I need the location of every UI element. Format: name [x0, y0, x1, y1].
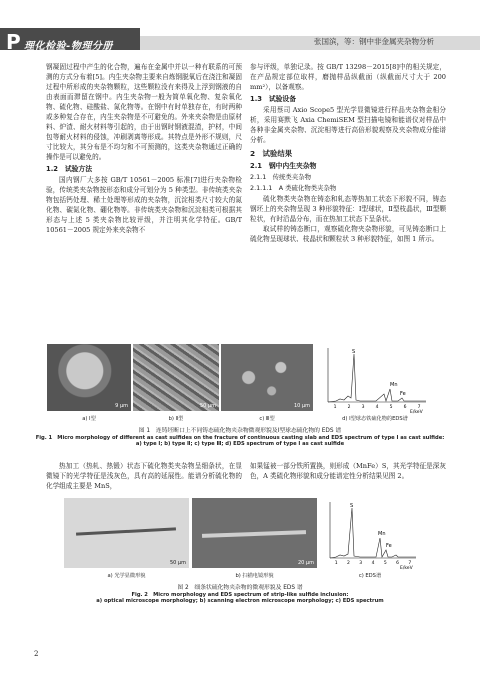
paragraph: 热加工（热轧、热锻）状态下硫化物类夹杂物呈细条状，在显微镜下的光学特征是浅灰色，具有高的延展性。能谱分析硫化物的化学组成主要是 MnS，	[46, 462, 242, 490]
caption-en: Fig. 1 Micro morphology of different as cast sulfides on the fracture of continuous casting slab and EDS spectrum of type Ⅰ as cast sulfide:	[35, 435, 445, 441]
eds-peak-label: S	[350, 503, 354, 509]
paragraph: 国内钢厂大多按 GB/T 10561－2005 标准[7]进行夹杂物检验，传统类夹杂物按形态和成分可划分为 5 种类型。非传统类夹杂物包括钙处理、稀土处理等形成的夹杂物，沉淀相类尺寸较大的氮化物、碳氮化物、硼化物等。非传统类夹杂物和沉淀相类可根据其形态与上述 5 类夹杂物比较评级，并注明其化学特征。GB/T 10561－2005 规定外来夹杂物不	[46, 176, 242, 234]
caption-en: Fig. 2 Micro morphology and EDS spectrum of strip-like sulfide inclusion:	[131, 592, 349, 598]
eds-tick-label: 3	[361, 405, 365, 410]
fig1-sub-a: a) Ⅰ型	[82, 416, 96, 422]
eds-tick-label: 5	[389, 405, 393, 410]
eds-peak-label: Fe	[386, 543, 392, 549]
section-heading: 1.3 试验设备	[250, 95, 297, 103]
eds-tick-label: 7	[408, 561, 412, 566]
fig2-sub-b: b) 扫描电镜形貌	[235, 573, 274, 579]
scale-bar: 20 μm	[297, 560, 314, 566]
eds-tick-label: 1	[334, 561, 338, 566]
paragraph: 取试样的铸态断口，观察硫化物夹杂物形貌，可见铸态断口上硫化物呈现球状、枝晶状和颗粒状 3 种形貌特征，如图 1 所示。	[250, 225, 446, 243]
fig1-image-a	[47, 344, 131, 411]
fig2-sub-a: a) 光学显微形貌	[107, 573, 146, 579]
eds-tick-label: 4	[375, 405, 379, 410]
eds-xlabel: E/keV	[400, 566, 413, 570]
left-column	[46, 62, 242, 235]
fig2-caption	[0, 582, 480, 604]
eds-peak-label: Mn	[378, 531, 386, 537]
eds-tick-label: 6	[403, 405, 407, 410]
eds-peak-label: S	[352, 349, 356, 355]
eds-tick-label: 5	[383, 561, 387, 566]
paragraph: 钢凝固过程中产生的化合物，遍布在金属中并以一种有联系的可预测的方式分布着[5]。内生夹杂物主要来自炼钢脱氧后在浇注和凝固过程中所形成的夹杂物颗粒，这些颗粒没有来得及上浮到钢液的自由表面而滞留在钢中。内生夹杂物一般为简单氧化物、复杂氧化物、硫化物、硅酸盐、氮化物等。在钢中有时单独存在，有时两种或多种复合存在，内生夹杂物是不可避免的。外来夹杂物是由原材料、炉渣、耐火材料等引起的，由于出钢时钢液混渣，护材，中间包等耐火材料的侵蚀，冲刷剥离等形成。其特点是外形不规则，尺寸比较大，其分布是不均匀和不可预测的，这类夹杂物通过正确的操作是可以避免的。	[46, 63, 242, 161]
section-heading: 2.1.1.1 A 类硫化物类夹杂物	[250, 184, 337, 192]
fig1-caption	[0, 425, 480, 447]
eds-tick-label: 3	[359, 561, 363, 566]
left-column-mid	[46, 461, 242, 491]
caption-en: a) optical microscope morphology; b) scanning electron microscope morphology; c) EDS spectrum	[96, 598, 384, 604]
fig1-sub-b: b) Ⅱ型	[168, 416, 184, 422]
right-column-mid	[250, 461, 446, 481]
fig1-image-b	[133, 344, 219, 411]
fig1-sub-c: c) Ⅲ型	[259, 416, 275, 422]
fig2-image-a	[64, 498, 189, 568]
section-heading: 2.1 钢中内生夹杂物	[250, 162, 317, 170]
fig1-image-c	[221, 344, 313, 411]
section-heading: 2.1.1 传统类夹杂物	[250, 173, 311, 181]
running-head: 张国滨，等：钢中非金属夹杂物分析	[314, 37, 434, 46]
eds-tick-label: 7	[417, 405, 421, 410]
caption-en: a) type Ⅰ; b) type Ⅱ; c) type Ⅲ; d) EDS spectrum of type Ⅰ as cast sulfide	[135, 441, 345, 447]
fig2-sub-c: c) EDS谱	[358, 573, 382, 579]
fig1-sub-d: d) Ⅰ型球态铁硫化物的EDS谱	[342, 416, 408, 422]
scale-bar: 50 μm	[169, 560, 186, 566]
fig1-eds-spectrum	[318, 344, 430, 414]
paragraph: 如果锰被一部分铁所置换，则形成（MnFe）S，其光学特征是深灰色，A 类硫化物形貌和成分能谱定性分析结果见图 2。	[250, 462, 446, 480]
eds-tick-label: 2	[347, 405, 351, 410]
right-column	[250, 62, 446, 244]
eds-peak-label: Fe	[400, 391, 406, 397]
eds-tick-label: 1	[333, 405, 337, 410]
eds-tick-label: 4	[371, 561, 375, 566]
caption-zh: 图 1 连铸坯断口上不同铸态硫化物夹杂物微观形貌及Ⅰ型球态硫化物的 EDS 谱	[138, 428, 342, 434]
page-header	[0, 0, 480, 56]
eds-tick-label: 2	[346, 561, 350, 566]
fig2-image-b	[192, 498, 317, 568]
paragraph: 参与评级，单独记录。按 GB/T 13298－2015[8]中的相关规定，在产品规定部位取样，磨抛样品纵截面（纵截面尺寸大于 200 mm²），以备观察。	[250, 63, 446, 91]
eds-tick-label: 6	[396, 561, 400, 566]
paragraph: 采用蔡司 Axio Scope5 型光学显微镜进行样品夹杂物金相分析，采用赛默飞 Axia ChemiSEM 型扫描电镜和能谱仪对样品中各种非金属夹杂物、沉淀相等进行高倍形貌观察及夹杂物成分能谱分析。	[250, 106, 446, 144]
eds-peak-label: Mn	[390, 382, 398, 388]
caption-zh: 图 2 细条状硫化物夹杂物的微观形貌及 EDS 谱	[177, 585, 303, 591]
page-number: 2	[34, 650, 39, 658]
journal-logo: P理化检验-物理分册	[6, 30, 113, 54]
section-heading: 1.2 试验方法	[46, 165, 93, 173]
fig2-eds-spectrum	[322, 498, 418, 570]
paragraph: 硫化物类夹杂物在铸态和轧态等热加工状态下形貌不同，铸态钢坯上的夹杂物呈现 3 种形貌特征：Ⅰ型球状，Ⅱ型枝晶状，Ⅲ型颗粒状，有时沿晶分布，而在热加工状态下呈条状。	[250, 195, 446, 223]
section-heading: 2 试验结果	[250, 149, 293, 158]
eds-xlabel: E/keV	[410, 410, 423, 414]
scale-bar: 50 μm	[199, 403, 216, 409]
scale-bar: 10 μm	[293, 403, 310, 409]
scale-bar: 9 μm	[115, 403, 128, 409]
